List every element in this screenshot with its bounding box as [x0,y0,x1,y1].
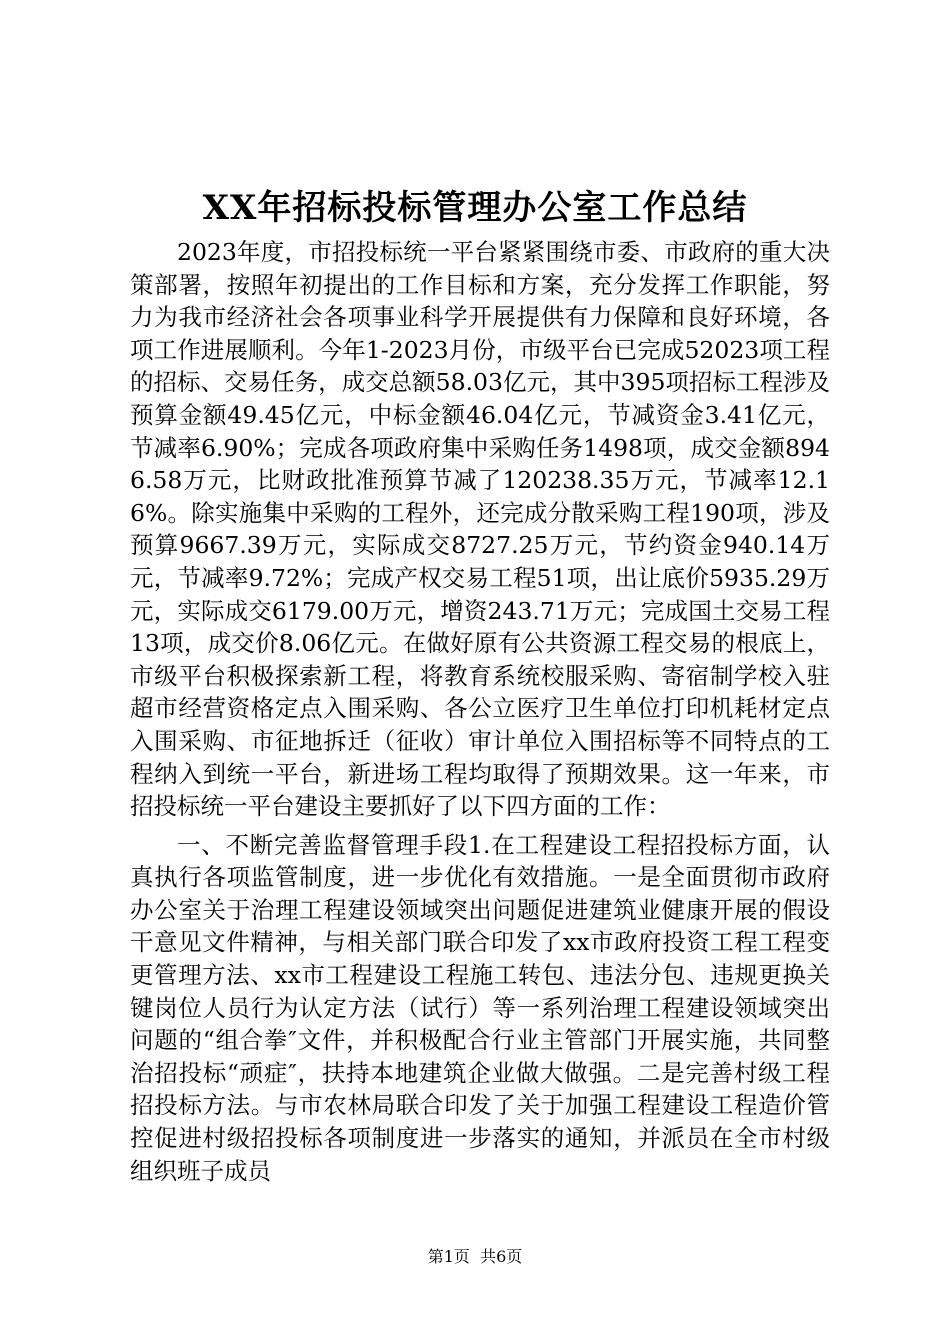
page-total: 共6页 [480,1247,523,1266]
paragraph-section-one: 一、不断完善监督管理手段1.在工程建设工程招投标方面，认真执行各项监管制度，进一步优化有效措施。一是全面贯彻市政府办公室关于治理工程建设领域突出问题促进建筑业健康开展的假设干意见文件精神，与相关部门联合印发了xx市政府投资工程工程变更管理方法、xx市工程建设工程施工转包、违法分包、违规更换关键岗位人员行为认定方法（试行）等一系列治理工程建设领域突出问题的“组合拳″文件，并积极配合行业主管部门开展实施，共同整治招投标“顽症″，扶持本地建筑企业做大做强。二是完善村级工程招投标方法。与市农林局联合印发了关于加强工程建设工程造价管控促进村级招投标各项制度进一步落实的通知，并派员在全市村级组织班子成员 [130,830,830,1185]
document-title: XX年招标投标管理办公室工作总结 [202,188,748,228]
page-number: 第1页 [427,1247,470,1266]
document-body [130,236,830,1187]
paragraph-intro: 2023年度，市招投标统一平台紧紧围绕市委、市政府的重大决策部署，按照年初提出的工作目标和方案，充分发挥工作职能，努力为我市经济社会各项事业科学开展提供有力保障和良好环境，各项工作进展顺利。今年1-2023月份，市级平台已完成52023项工程的招标、交易任务，成交总额58.03亿元，其中395项招标工程涉及预算金额49.45亿元，中标金额46.04亿元，节减资金3.41亿元，节减率6.90%；完成各项政府集中采购任务1498项，成交金额8946.58万元，比财政批准预算节减了120238.35万元，节减率12.16%。除实施集中采购的工程外，还完成分散采购工程190项，涉及预算9667.39万元，实际成交8727.25万元，节约资金940.14万元，节减率9.72%；完成产权交易工程51项，出让底价5935.29万元，实际成交6179.00万元，增资243.71万元；完成国土交易工程13项，成交价8.06亿元。在做好原有公共资源工程交易的根底上，市级平台积极探索新工程，将教育系统校服采购、寄宿制学校入驻超市经营资格定点入围采购、各公立医疗卫生单位打印机耗材定点入围采购、市征地拆迁（征收）审计单位入围招标等不同特点的工程纳入到统一平台，新进场工程均取得了预期效果。这一年来，市招投标统一平台建设主要抓好了以下四方面的工作： [130,238,830,821]
page-footer [0,1247,950,1267]
